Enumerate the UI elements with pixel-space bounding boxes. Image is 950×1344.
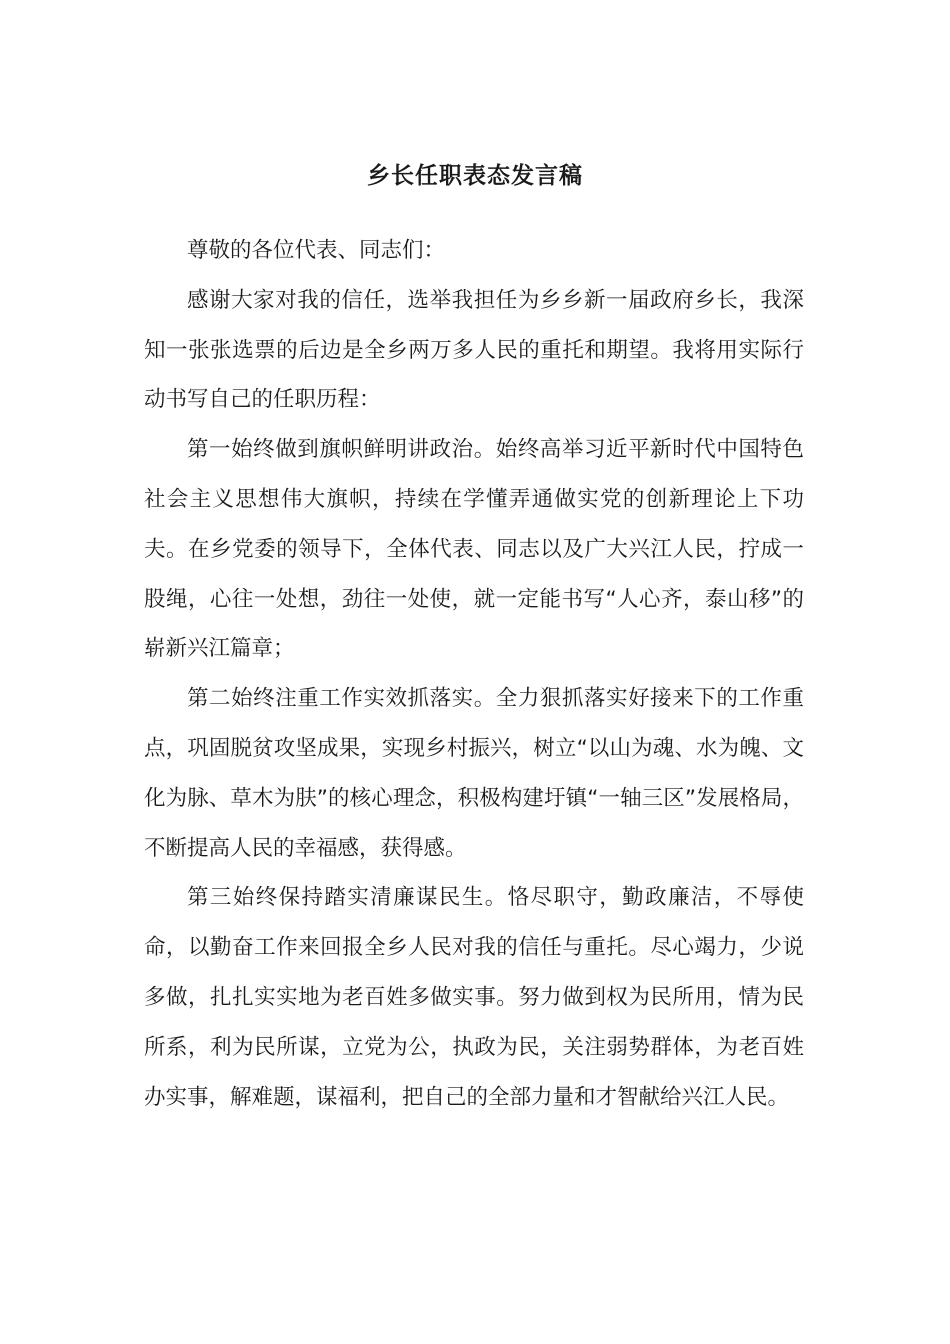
intro-paragraph: 感谢大家对我的信任，选举我担任为乡乡新一届政府乡长，我深知一张张选票的后边是全乡两万多人民的重托和期望。我将用实际行动书写自己的任职历程： (144, 287, 804, 413)
point-three-paragraph: 第三始终保持踏实清廉谋民生。恪尽职守，勤政廉洁，不辱使命，以勤奋工作来回报全乡人民对我的信任与重托。尽心竭力，少说多做，扎扎实实地为老百姓多做实事。努力做到权为民所用，情为民所系，利为民所谋，立党为公，执政为民，关注弱势群体，为老百姓办实事，解难题，谋福利，把自己的全部力量和才智献给兴江人民。 (144, 885, 804, 1110)
point-two-paragraph: 第二始终注重工作实效抓落实。全力狠抓落实好接来下的工作重点，巩固脱贫攻坚成果，实现乡村振兴，树立“以山为魂、水为魄、文化为脉、草木为肤”的核心理念，积极构建圩镇“一轴三区”发展格局，不断提高人民的幸福感，获得感。 (144, 686, 804, 861)
document-body (144, 226, 804, 1122)
point-one-paragraph: 第一始终做到旗帜鲜明讲政治。始终高举习近平新时代中国特色社会主义思想伟大旗帜，持续在学懂弄通做实党的创新理论上下功夫。在乡党委的领导下，全体代表、同志以及广大兴江人民，拧成一股绳，心往一处想，劲往一处使，就一定能书写“人心齐，泰山移”的崭新兴江篇章； (144, 437, 804, 662)
salutation-paragraph: 尊敬的各位代表、同志们： (187, 238, 446, 263)
document-title: 乡长任职表态发言稿 (367, 163, 583, 189)
